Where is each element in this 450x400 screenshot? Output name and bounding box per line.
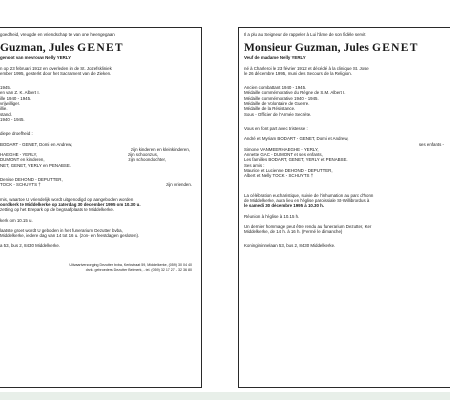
left-page-content — [0, 32, 196, 273]
left-family-line: NET, GENET, YERLY en PENABSE. — [0, 162, 72, 168]
left-friend-name: TOCK - SCHUYTS † — [0, 182, 41, 188]
right-honor-line: Ancien combattant 1940 - 1945. — [244, 85, 307, 91]
left-ceremony-line: oordkerk te Middelkerke op zaterdag 30 december 1995 om 10.30 u. — [0, 201, 141, 207]
right-intro: Il a plu au Seigneur de rappeler à Lui l'âme de son fidèle servit — [244, 32, 366, 37]
right-family-relation: ses enfants - — [418, 141, 444, 147]
right-name-surname: GENET — [371, 42, 419, 55]
left-sorrow: diepe droefheid : — [0, 131, 33, 137]
right-honor-line: Médaille commémorative 1940 - 1945. — [244, 95, 319, 101]
right-honor-line: Médaille commémorative du Règne de S.M. Albert I. — [244, 90, 346, 96]
left-family-name: HAEGHE - YERLY, — [0, 152, 38, 158]
right-spouse: Veuf de madame Nelly YERLY — [244, 55, 306, 61]
left-footer-line: drvk. gebroeders Dezutter Belmerk, - tel. (059) 32 17 27 - 32 36 80 — [85, 268, 192, 273]
right-name-first: Monsieur Guzman, Jules — [244, 42, 369, 55]
left-honor-line: stand. — [0, 111, 12, 117]
right-deceased-name — [244, 42, 450, 55]
left-birth-line: n op 23 februari 1912 en overleden in de St. Jozefskliniek — [0, 65, 112, 71]
left-name-surname: GENET — [77, 42, 124, 55]
right-address: Koningininnelaan 53, bus 2, 8430 Middelkerke. — [244, 243, 336, 249]
bottom-background-strip — [0, 392, 450, 400]
left-friend-relation: zijn vrienden. — [166, 182, 192, 188]
left-ceremony-line: zetting op het Erepark op de begraafplaats te Middelkerke. — [0, 207, 114, 213]
right-friend-line: Maurice et Lucienne DEHOND - DEPUTTER, — [244, 168, 333, 174]
dutch-announcement-page — [0, 0, 208, 388]
left-honor-line: ille 1940 - 1945. — [0, 95, 32, 101]
french-announcement-page — [232, 0, 450, 388]
left-farewell-line: laatste groet wordt U geboden in het funerarium Dezutter bvba, — [0, 227, 123, 233]
left-friend-line — [0, 182, 196, 187]
right-ceremony-line: le samedi 30 décembre 1995 à 10.30 h. — [244, 203, 325, 209]
left-honor-line: vrijwilliger. — [0, 101, 21, 107]
right-honor-line: Médaille de Volontaire de Guerre. — [244, 101, 310, 107]
right-meeting: Réunion à l'église à 10.15 h. — [244, 213, 300, 219]
right-ceremony-line: de Middelkerke, aura lieu en l'église paroissiale St-Willibrordus à — [244, 197, 370, 203]
left-intro: goedheid, vreugde en vriendschap te van one heengegaan — [0, 32, 115, 37]
right-family-line: Les familles BODART, GENET, YERLY et PENABSE. — [244, 157, 348, 163]
left-footer-line: Uitvaartverzorging Dezutter bvba, Kerkstraat 59, Middelkerke, (059) 30 04 40 — [69, 262, 192, 267]
page-gutter — [208, 0, 232, 392]
right-friend-line: Albert et Nelly TOCK - SCHUYTS † — [244, 173, 314, 179]
right-honor-line: Médaille de la Résistance. — [244, 106, 296, 112]
right-farewell-line: Middelkerke, de 14 h. à 16 h. (Fermé le dimanche) — [244, 229, 343, 235]
right-family-line: André et Myriam BODART - GENET, Domi et Andrew, — [244, 136, 349, 142]
right-farewell-line: Un dernier hommage peut être rendu au funerarium Dezutter, Ker — [244, 223, 372, 229]
right-sorrow: Vous en font part avec tristesse : — [244, 125, 308, 131]
left-family-line — [0, 157, 196, 162]
left-honor-line: en van Z. K. Albert I. — [0, 90, 40, 96]
right-birth-line: le 26 décembre 1995, muni des Secours de la Religion. — [244, 70, 352, 76]
right-family-line: Annette GAC - DUMONT et ses enfants, — [244, 152, 323, 158]
left-family-relation: zijn schoondochter, — [128, 157, 166, 163]
right-birth-line: né à Charleroi le 23 février 1912 et décédé à la clinique St. Jose — [244, 65, 369, 71]
right-friends-intro: Ses amis : — [244, 162, 265, 168]
right-honor-line: Sous - Officier de l'Armée Secrète. — [244, 111, 312, 117]
right-family-line: Simone VANMEERHAEGHE - YERLY, — [244, 146, 319, 152]
left-spouse: genoot van mevrouw Nelly YERLY — [0, 55, 72, 61]
left-birth-line: ember 1995, gesterkt door het Sacrament van de Zieken. — [0, 70, 112, 76]
right-page-content — [244, 32, 450, 249]
left-printer-footer — [0, 263, 196, 274]
left-family-relation: zijn kinderen en kleinkinderen, — [130, 146, 190, 152]
right-ceremony-line: La célébration eucharistique, suivie de l'inhumation au parc d'honn — [244, 192, 374, 198]
left-ceremony-line: mis, waartoe U vriendelijk wordt uitgenodigd op aangeboden worden — [0, 196, 134, 202]
left-farewell-line: Middelkerke, iedere dag van 14 tot 16 u. (zon- en feestdagen gesloten). — [0, 233, 140, 239]
left-family-name: DUMONT en kinderen, — [0, 157, 45, 163]
left-family-relation: zijn schoonzus, — [127, 152, 158, 158]
left-honor-line: 1945. — [0, 85, 11, 91]
left-address: a 53, bus 2, 8430 Middelkerke. — [0, 243, 61, 249]
left-family-line: BODART - GENET, Domi en Andrew, — [0, 141, 73, 147]
left-deceased-name — [0, 42, 196, 55]
left-honor-line: 1940 - 1945. — [0, 116, 25, 122]
left-friend-line: Denise DEHOND - DEPUTTER, — [0, 177, 63, 183]
left-meeting: kerk om 10.15 u. — [0, 217, 33, 223]
left-name-first: Guzman, Jules — [0, 42, 75, 55]
left-honor-line: illie. — [0, 106, 8, 112]
